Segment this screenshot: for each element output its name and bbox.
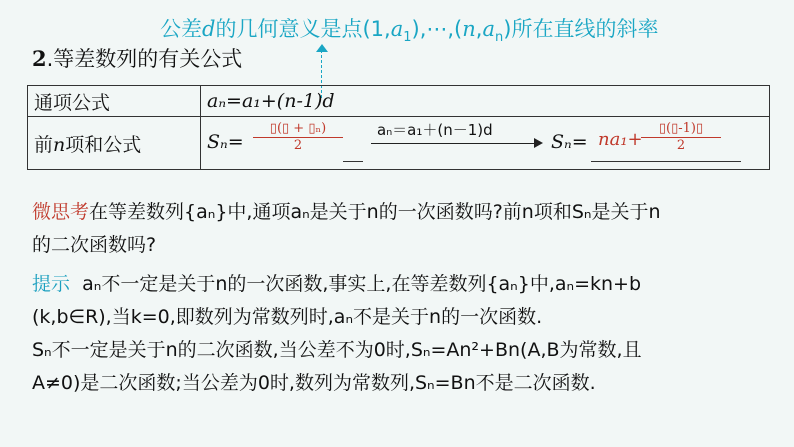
fraction-numerator: ▯(▯ + ▯ₙ) xyxy=(253,121,343,138)
table-row xyxy=(28,86,770,117)
question-line: 在等差数列{aₙ}中,通项aₙ是关于n的一次函数吗?前n项和Sₙ是关于n xyxy=(89,201,661,223)
callout-sub: n xyxy=(495,30,504,46)
hint-tag: 提示 xyxy=(32,273,71,295)
sn-right: Sₙ= xyxy=(551,131,588,153)
callout-text: , xyxy=(475,17,483,41)
formula-table xyxy=(27,85,770,170)
callout-var-n: n xyxy=(462,17,476,41)
sum-formula-label xyxy=(28,117,201,170)
fraction-denominator: 2 xyxy=(676,138,686,153)
question-line: 的二次函数吗? xyxy=(32,234,157,256)
callout-arrow-head xyxy=(316,44,328,52)
term-na1: na₁+ xyxy=(598,129,643,150)
sum-fraction-2 xyxy=(641,121,721,154)
answer-line: Sₙ不一定是关于n的二次函数,当公差不为0时,Sₙ=An²+Bn(A,B为常数,且 xyxy=(32,339,642,361)
label-var-n: n xyxy=(53,133,66,156)
think-question xyxy=(32,196,772,262)
section-heading xyxy=(32,44,242,74)
callout-var-a: a xyxy=(482,17,495,41)
callout-var-d: d xyxy=(202,17,216,41)
callout-text: 的几何意义是点(1, xyxy=(215,17,391,41)
callout-sub: 1 xyxy=(403,30,412,46)
table-row xyxy=(28,117,770,170)
blank-line xyxy=(591,161,741,162)
answer-line: aₙ不一定是关于n的一次函数,事实上,在等差数列{aₙ}中,aₙ=kn+b xyxy=(82,273,642,295)
arrow-condition: aₙ＝a₁＋(n－1)d xyxy=(377,121,493,139)
sum-fraction-1 xyxy=(253,121,343,154)
callout-text: )所在直线的斜率 xyxy=(503,17,659,41)
fraction-denominator: 2 xyxy=(293,138,303,153)
think-tag: 微思考 xyxy=(32,201,90,223)
label-text: 项和公式 xyxy=(65,133,142,156)
callout-text: 公差 xyxy=(160,17,202,41)
fraction-numerator: ▯(▯-1)▯ xyxy=(641,121,721,138)
transform-arrow xyxy=(371,143,536,144)
sum-formula-cell xyxy=(201,117,770,170)
sn-left: Sₙ= xyxy=(207,131,244,153)
general-term-formula: aₙ=a₁+(n-1)d xyxy=(201,86,770,117)
section-number: 2 xyxy=(32,46,47,71)
section-title: .等差数列的有关公式 xyxy=(46,47,243,71)
blank-line xyxy=(343,161,363,162)
answer-line: A≠0)是二次函数;当公差为0时,数列为常数列,Sₙ=Bn不是二次函数. xyxy=(32,372,596,394)
label-text: 前 xyxy=(34,133,54,156)
answer-line: (k,b∈R),当k=0,即数列为常数列时,aₙ不是关于n的一次函数. xyxy=(32,306,543,328)
hint-answer xyxy=(32,268,772,400)
geometric-meaning-callout xyxy=(160,14,760,44)
general-term-label: 通项公式 xyxy=(28,86,201,117)
transform-arrow-head xyxy=(534,138,543,148)
callout-text: ),⋯,( xyxy=(411,17,463,41)
callout-var-a: a xyxy=(390,17,404,41)
